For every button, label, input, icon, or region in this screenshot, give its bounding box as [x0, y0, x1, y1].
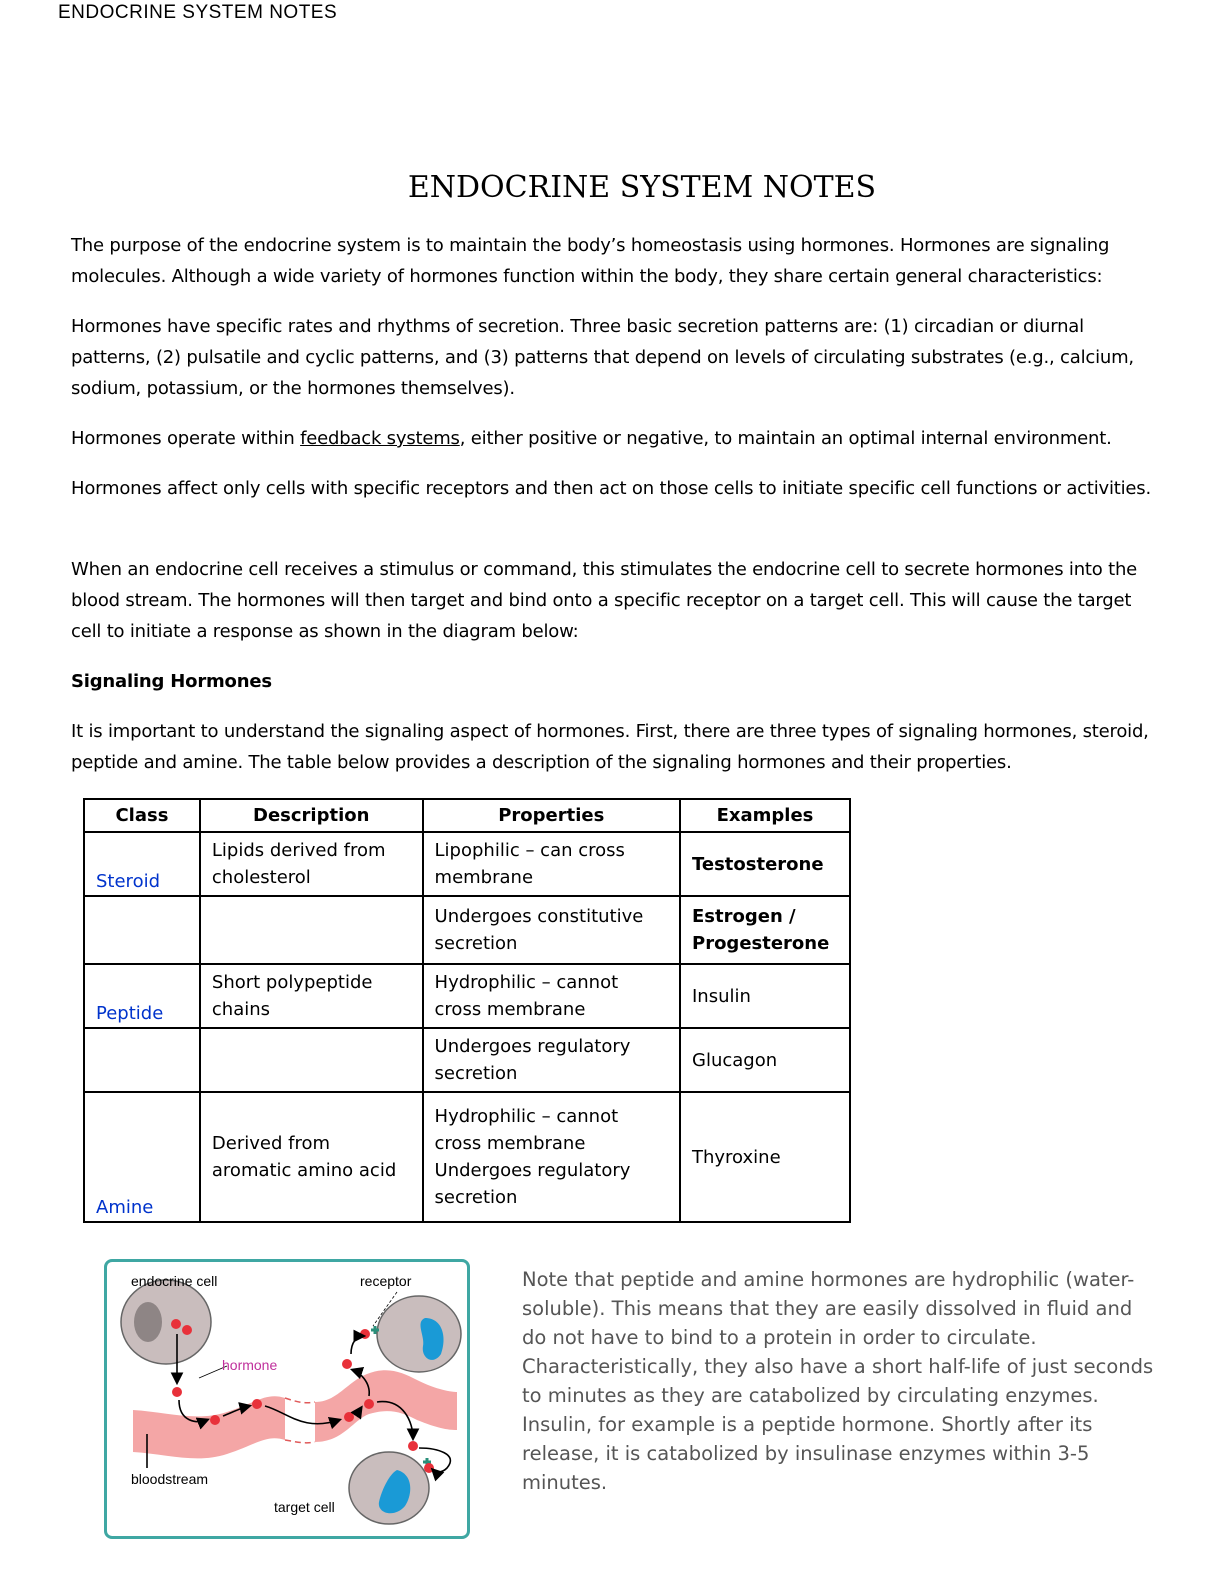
stimulus-paragraph: When an endocrine cell receives a stimulus or command, this stimulates the endocrine cell to secrete hormones into the blood stream. The hormones will then target and bind onto a specific receptor on a target cell. This will cause the target cell to initiate a response as shown in the diagram below:	[71, 559, 1138, 642]
column-header: Properties	[423, 799, 680, 832]
column-header: Description	[200, 799, 423, 832]
target-cell-label: target cell	[274, 1499, 335, 1515]
example-cell: Insulin	[680, 964, 850, 1028]
example-cell: Glucagon	[680, 1028, 850, 1092]
target-cell-bottom	[349, 1452, 434, 1524]
table-row	[84, 1028, 850, 1092]
column-header: Examples	[680, 799, 850, 832]
endocrine-cell	[121, 1280, 211, 1364]
class-cell: Peptide	[84, 964, 200, 1028]
hormone-table	[83, 798, 851, 1223]
hydrophilic-note: Note that peptide and amine hormones are hydrophilic (water-soluble). This means that they are easily dissolved in fluid and do not have to bind to a protein in order to circulate. Characteristically, they also have a short half-life of just seconds to minutes as they are catabolized by circulating enzymes. Insulin, for example is a peptide hormone. Shortly after its release, it is catabolized by insulinase enzymes within 3-5 minutes.	[522, 1268, 1154, 1494]
feedback-text-after: , either positive or negative, to maintain an optimal internal environment.	[459, 428, 1112, 449]
properties-cell: Hydrophilic – cannot cross membrane Undergoes regulatory secretion	[423, 1092, 680, 1222]
description-cell: Lipids derived from cholesterol	[200, 832, 423, 896]
hormone-label: hormone	[222, 1357, 278, 1373]
secretion-paragraph: Hormones have specific rates and rhythms of secretion. Three basic secretion patterns are: (1) circadian or diurnal patterns, (2) pulsatile and cyclic patterns, and (3) patterns that depend on levels of circulating substrates (e.g., calcium, sodium, potassium, or the hormones themselves).	[71, 316, 1134, 399]
example-cell: Testosterone	[680, 832, 850, 896]
table-row	[84, 964, 850, 1028]
table-row	[84, 832, 850, 896]
bloodstream-label: bloodstream	[131, 1471, 209, 1487]
description-cell	[200, 1028, 423, 1092]
receptors-paragraph: Hormones affect only cells with specific receptors and then act on those cells to initiate specific cell functions or activities.	[71, 478, 1152, 499]
table-row	[84, 1092, 850, 1222]
intro-paragraph: The purpose of the endocrine system is to maintain the body’s homeostasis using hormones. Hormones are signaling molecules. Although a wide variety of hormones function within the body, they share certain general characteristics:	[71, 235, 1110, 287]
feedback-systems-link[interactable]: feedback systems	[300, 428, 460, 449]
running-header: ENDOCRINE SYSTEM NOTES	[58, 2, 338, 23]
class-cell: Amine	[84, 1092, 200, 1222]
section-heading: Signaling Hormones	[71, 671, 272, 692]
feedback-text-before: Hormones operate within	[71, 428, 301, 449]
properties-cell: Lipophilic – can cross membrane	[423, 832, 680, 896]
target-cell-top	[360, 1296, 461, 1372]
class-cell: Steroid	[84, 832, 200, 896]
table-header-row	[84, 799, 850, 832]
page-title: ENDOCRINE SYSTEM NOTES	[407, 170, 877, 205]
description-cell: Short polypeptide chains	[200, 964, 423, 1028]
example-cell: Thyroxine	[680, 1092, 850, 1222]
hormone-signaling-diagram	[104, 1259, 470, 1539]
column-header: Class	[84, 799, 200, 832]
table-row	[84, 896, 850, 964]
endocrine-cell-label: endocrine cell	[131, 1273, 218, 1289]
example-cell: Estrogen / Progesterone	[680, 896, 850, 964]
class-cell	[84, 1028, 200, 1092]
properties-cell: Hydrophilic – cannot cross membrane	[423, 964, 680, 1028]
properties-cell: Undergoes constitutive secretion	[423, 896, 680, 964]
description-cell: Derived from aromatic amino acid	[200, 1092, 423, 1222]
properties-cell: Undergoes regulatory secretion	[423, 1028, 680, 1092]
feedback-paragraph	[71, 423, 1151, 454]
class-cell	[84, 896, 200, 964]
description-cell	[200, 896, 423, 964]
signaling-paragraph: It is important to understand the signaling aspect of hormones. First, there are three types of signaling hormones, steroid, peptide and amine. The table below provides a description of the signaling hormones and their properties.	[71, 721, 1149, 773]
receptor-label: receptor	[360, 1273, 412, 1289]
